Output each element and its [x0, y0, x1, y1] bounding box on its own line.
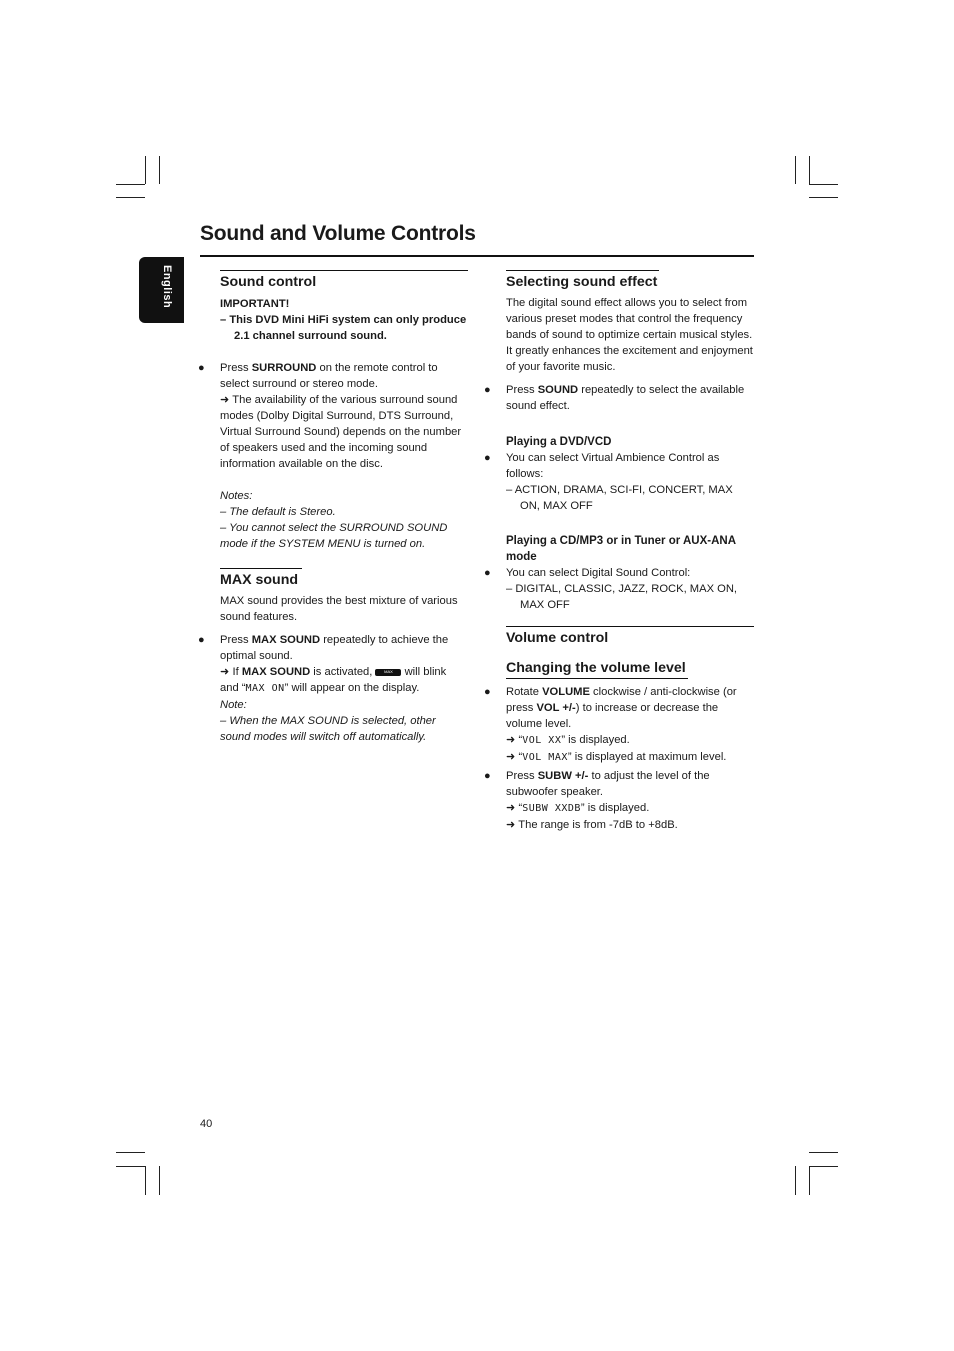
dvd-heading: Playing a DVD/VCD	[506, 436, 612, 448]
page-number: 40	[200, 1118, 213, 1130]
note-default: – The default is Stereo.	[220, 506, 336, 518]
crop-mark	[116, 1166, 145, 1167]
language-tab-label: English	[161, 265, 173, 309]
crop-mark	[809, 1152, 838, 1153]
subwoofer-bullet: ● Press SUBW +/- to adjust the level of the subwoofer speaker.	[506, 768, 754, 800]
display-subw: SUBW XXDB	[522, 803, 581, 814]
crop-mark	[809, 197, 838, 198]
important-text: – This DVD Mini HiFi system can only produce 2.1 channel surround sound.	[220, 314, 467, 342]
dvd-bullet: ● You can select Virtual Ambience Control as follows:	[506, 450, 754, 482]
crop-mark	[145, 1166, 146, 1195]
notes-label: Notes:	[220, 490, 253, 502]
surround-bullet: ● Press SURROUND on the remote control to select surround or stereo mode.	[220, 360, 468, 392]
title-rule	[200, 255, 754, 257]
max-note-text: – When the MAX SOUND is selected, other sound modes will switch off automatically.	[220, 715, 436, 743]
selecting-sound-intro: The digital sound effect allows you to select from various preset modes that control the frequency bands of sound to optimize certain musical styles. It greatly enhances the excitement and enjoyment of your favorite music.	[506, 297, 753, 373]
cd-bullet: ● You can select Digital Sound Control:	[506, 565, 754, 581]
crop-mark	[145, 156, 146, 184]
crop-mark	[159, 156, 160, 184]
note-system-menu: – You cannot select the SURROUND SOUND mode if the SYSTEM MENU is turned on.	[220, 522, 448, 550]
max-sound-result: ➜ If MAX SOUND is activated, MAX will blink and “MAX ON” will appear on the display.	[220, 666, 447, 694]
important-label: IMPORTANT!	[220, 298, 290, 310]
max-sound-intro: MAX sound provides the best mixture of various sound features.	[220, 595, 458, 623]
crop-mark	[116, 1152, 145, 1153]
max-sound-bullet: ● Press MAX SOUND repeatedly to achieve the optimal sound.	[220, 632, 468, 664]
sound-control-section	[220, 270, 468, 552]
max-sound-section	[220, 568, 468, 745]
display-vol-max: VOL MAX	[522, 752, 568, 763]
cd-modes: – DIGITAL, CLASSIC, JAZZ, ROCK, MAX ON, MAX OFF	[506, 583, 738, 611]
vol-max-display-line: ➜ “VOL MAX” is displayed at maximum level.	[506, 751, 727, 763]
right-column	[506, 270, 754, 833]
crop-mark	[809, 1166, 810, 1195]
crop-mark	[809, 184, 838, 185]
max-sound-heading: MAX sound	[220, 568, 302, 589]
selecting-sound-section	[506, 270, 754, 613]
page-title: Sound and Volume Controls	[200, 222, 476, 245]
crop-mark	[116, 197, 145, 198]
display-max-on: MAX ON	[245, 683, 285, 694]
crop-mark	[795, 1166, 796, 1195]
sound-control-heading: Sound control	[220, 270, 468, 291]
volume-section	[506, 626, 754, 833]
max-note-label: Note:	[220, 699, 247, 711]
display-vol-xx: VOL XX	[522, 735, 562, 746]
max-display-icon: MAX	[375, 669, 401, 676]
vol-xx-display-line: ➜ “VOL XX” is displayed.	[506, 734, 630, 746]
crop-mark	[809, 156, 810, 184]
surround-availability-note: ➜ The availability of the various surround sound modes (Dolby Digital Surround, DTS Surround, Virtual Surround Sound) depends on the number of speakers used and the incoming sound information available on the disc.	[220, 394, 462, 470]
volume-bullet: ● Rotate VOLUME clockwise / anti-clockwise (or press VOL +/-) to increase or decrease the volume level.	[506, 684, 754, 732]
selecting-sound-heading: Selecting sound effect	[506, 270, 659, 291]
crop-mark	[116, 184, 145, 185]
crop-mark	[795, 156, 796, 184]
volume-level-heading: Changing the volume level	[506, 659, 688, 679]
subw-range-line: ➜ The range is from -7dB to +8dB.	[506, 819, 678, 831]
cd-heading: Playing a CD/MP3 or in Tuner or AUX-ANA mode	[506, 535, 736, 563]
language-tab	[139, 257, 184, 323]
sound-bullet: ● Press SOUND repeatedly to select the available sound effect.	[506, 382, 754, 414]
surround-key: SURROUND	[251, 362, 317, 374]
crop-mark	[809, 1166, 838, 1167]
crop-mark	[159, 1166, 160, 1195]
subw-display-line: ➜ “SUBW XXDB” is displayed.	[506, 802, 650, 814]
left-column	[220, 270, 468, 745]
volume-control-heading: Volume control	[506, 626, 754, 647]
dvd-modes: – ACTION, DRAMA, SCI-FI, CONCERT, MAX ON, MAX OFF	[506, 484, 733, 512]
